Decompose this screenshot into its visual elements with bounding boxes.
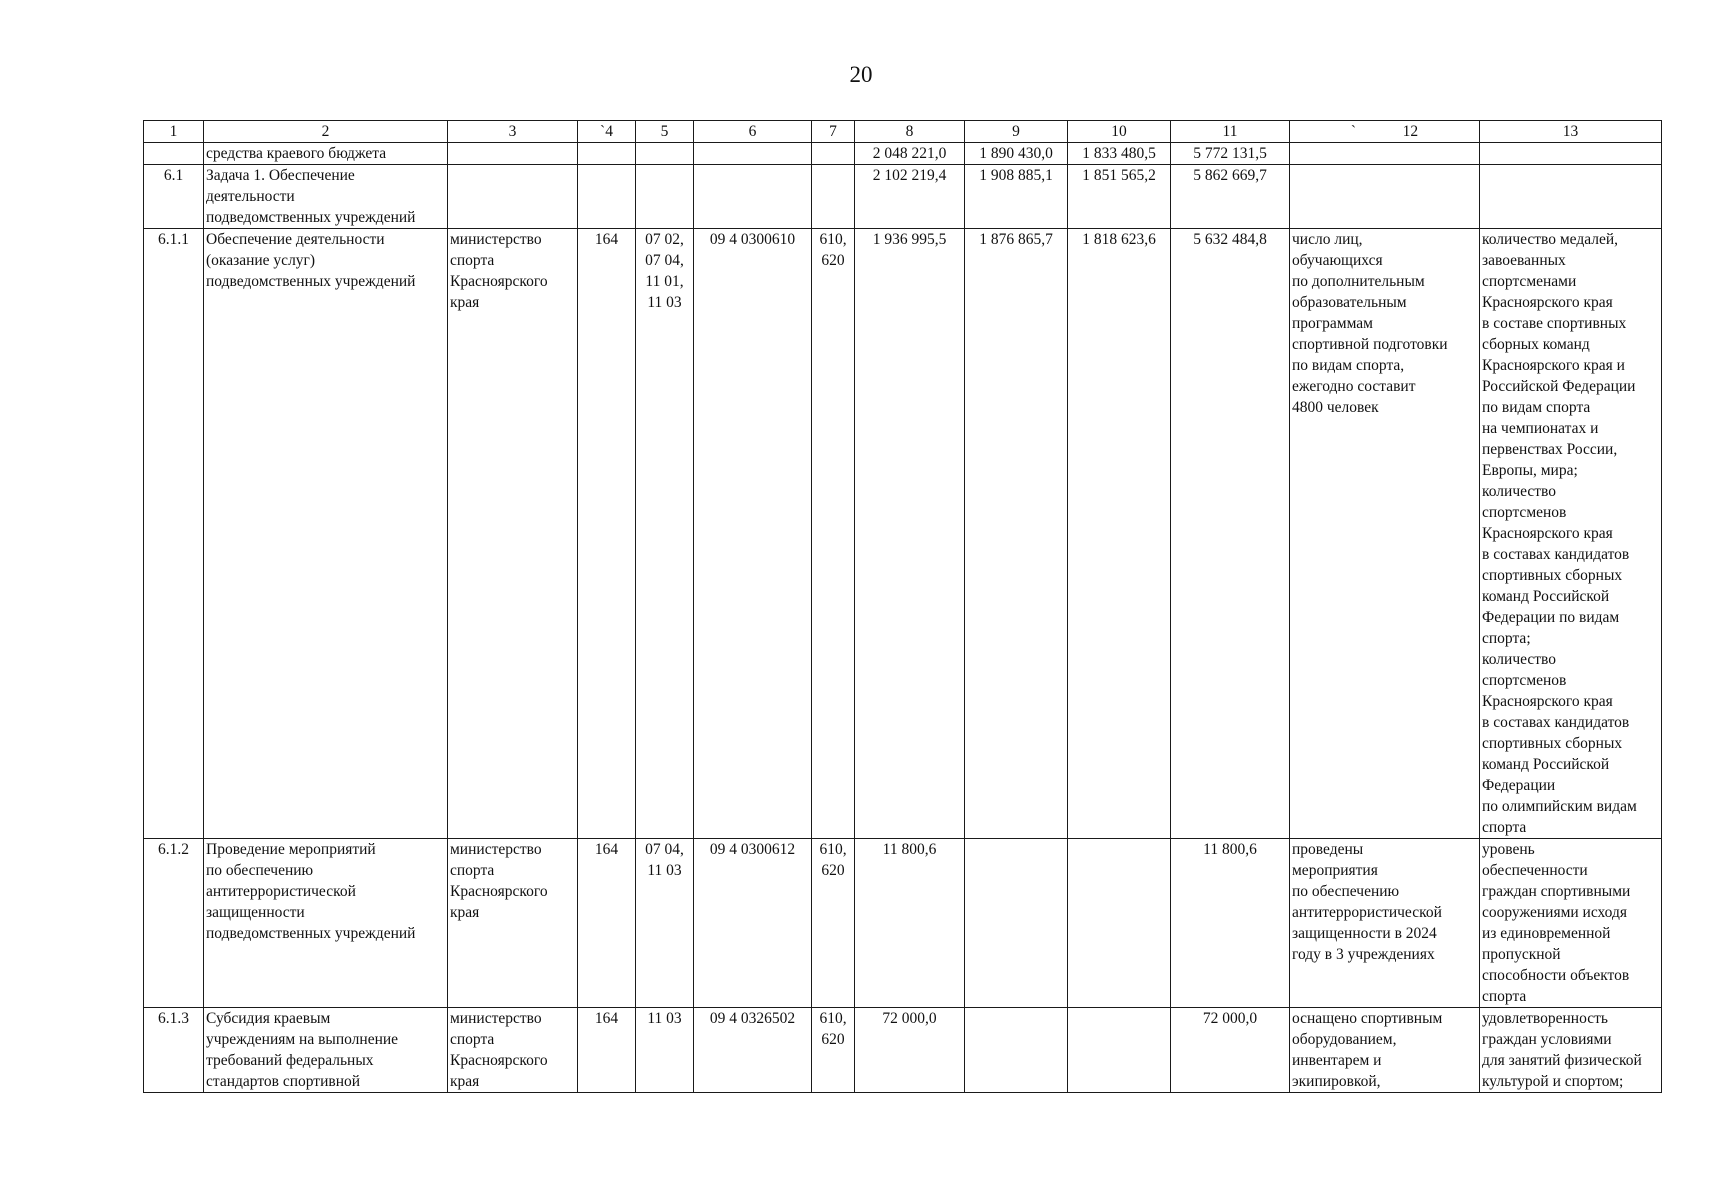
item-vr: 610, 620: [812, 229, 855, 839]
item-vr: 610, 620: [812, 1008, 855, 1093]
table-row: [144, 1008, 1662, 1093]
item-rzpr: 11 03: [636, 1008, 694, 1093]
column-header: 10: [1068, 121, 1171, 143]
item-name: Субсидия краевым учреждениям на выполнение требований федеральных стандартов спортивной: [204, 1008, 448, 1093]
item-indicator: [1480, 143, 1662, 165]
item-vr: [812, 143, 855, 165]
column-header: 3: [448, 121, 578, 143]
item-expected-result: оснащено спортивным оборудованием, инвентарем и экипировкой,: [1290, 1008, 1480, 1093]
column-header: 9: [965, 121, 1068, 143]
item-indicator: количество медалей, завоеванных спортсменами Красноярского края в составе спортивных сборных команд Красноярского края и Российской Федерации по видам спорта на чемпионатах и первенствах России, Европы, мира; количество спортсменов Красноярского края в составах кандидатов спортивных сборных команд Российской Федерации по видам спорта; количество спортсменов Красноярского края в составах кандидатов спортивных сборных команд Российской Федерации по олимпийским видам спорта: [1480, 229, 1662, 839]
item-rzpr: 07 02, 07 04, 11 01, 11 03: [636, 229, 694, 839]
item-expected-result: [1290, 165, 1480, 229]
item-rzpr: [636, 143, 694, 165]
item-name: средства краевого бюджета: [204, 143, 448, 165]
table-row: [144, 839, 1662, 1008]
item-grbs: министерство спорта Красноярского края: [448, 839, 578, 1008]
item-code: [578, 165, 636, 229]
item-amount-total: 5 772 131,5: [1171, 143, 1290, 165]
item-name: Проведение мероприятий по обеспечению антитеррористической защищенности подведомственных учреждений: [204, 839, 448, 1008]
column-header: 5: [636, 121, 694, 143]
column-header: 7: [812, 121, 855, 143]
item-amount-2026: 1 851 565,2: [1068, 165, 1171, 229]
item-code: 164: [578, 1008, 636, 1093]
item-amount-2024: 2 048 221,0: [855, 143, 965, 165]
item-amount-2026: [1068, 839, 1171, 1008]
column-header: 13: [1480, 121, 1662, 143]
item-number: 6.1: [144, 165, 204, 229]
column-header: `4: [578, 121, 636, 143]
item-expected-result: проведены мероприятия по обеспечению антитеррористической защищенности в 2024 году в 3 учреждениях: [1290, 839, 1480, 1008]
item-amount-total: 5 632 484,8: [1171, 229, 1290, 839]
column-header: 2: [204, 121, 448, 143]
table-row: [144, 143, 1662, 165]
table-row: [144, 229, 1662, 839]
item-name: Задача 1. Обеспечение деятельности подведомственных учреждений: [204, 165, 448, 229]
item-indicator: удовлетворенность граждан условиями для занятий физической культурой и спортом;: [1480, 1008, 1662, 1093]
item-indicator: уровень обеспеченности граждан спортивными сооружениями исходя из единовременной пропускной способности объектов спорта: [1480, 839, 1662, 1008]
item-code: [578, 143, 636, 165]
item-csr: 09 4 0300610: [694, 229, 812, 839]
column-header: ` 12: [1290, 121, 1480, 143]
item-vr: [812, 165, 855, 229]
column-header: 8: [855, 121, 965, 143]
item-amount-2026: [1068, 1008, 1171, 1093]
item-code: 164: [578, 229, 636, 839]
item-amount-2024: 2 102 219,4: [855, 165, 965, 229]
item-amount-2026: 1 818 623,6: [1068, 229, 1171, 839]
item-grbs: [448, 165, 578, 229]
item-csr: 09 4 0300612: [694, 839, 812, 1008]
item-expected-result: число лиц, обучающихся по дополнительным образовательным программам спортивной подготовки по видам спорта, ежегодно составит 4800 человек: [1290, 229, 1480, 839]
item-csr: 09 4 0326502: [694, 1008, 812, 1093]
column-header: 6: [694, 121, 812, 143]
item-amount-total: 72 000,0: [1171, 1008, 1290, 1093]
item-number: 6.1.2: [144, 839, 204, 1008]
program-activities-table: [143, 120, 1662, 1093]
item-number: 6.1.1: [144, 229, 204, 839]
item-csr: [694, 143, 812, 165]
item-grbs: министерство спорта Красноярского края: [448, 229, 578, 839]
item-csr: [694, 165, 812, 229]
item-amount-total: 5 862 669,7: [1171, 165, 1290, 229]
item-name: Обеспечение деятельности (оказание услуг) подведомственных учреждений: [204, 229, 448, 839]
item-grbs: министерство спорта Красноярского края: [448, 1008, 578, 1093]
table-row: [144, 165, 1662, 229]
item-amount-2025: 1 876 865,7: [965, 229, 1068, 839]
item-expected-result: [1290, 143, 1480, 165]
column-number-header-row: [144, 121, 1662, 143]
item-amount-2025: [965, 1008, 1068, 1093]
item-indicator: [1480, 165, 1662, 229]
item-number: 6.1.3: [144, 1008, 204, 1093]
page-number: 20: [849, 62, 873, 87]
item-amount-2024: 11 800,6: [855, 839, 965, 1008]
item-amount-2024: 72 000,0: [855, 1008, 965, 1093]
item-amount-2024: 1 936 995,5: [855, 229, 965, 839]
item-amount-2025: 1 908 885,1: [965, 165, 1068, 229]
item-grbs: [448, 143, 578, 165]
column-header: 11: [1171, 121, 1290, 143]
item-code: 164: [578, 839, 636, 1008]
item-amount-total: 11 800,6: [1171, 839, 1290, 1008]
item-amount-2026: 1 833 480,5: [1068, 143, 1171, 165]
item-amount-2025: 1 890 430,0: [965, 143, 1068, 165]
item-rzpr: 07 04, 11 03: [636, 839, 694, 1008]
item-amount-2025: [965, 839, 1068, 1008]
item-rzpr: [636, 165, 694, 229]
column-header: 1: [144, 121, 204, 143]
item-number: [144, 143, 204, 165]
item-vr: 610, 620: [812, 839, 855, 1008]
